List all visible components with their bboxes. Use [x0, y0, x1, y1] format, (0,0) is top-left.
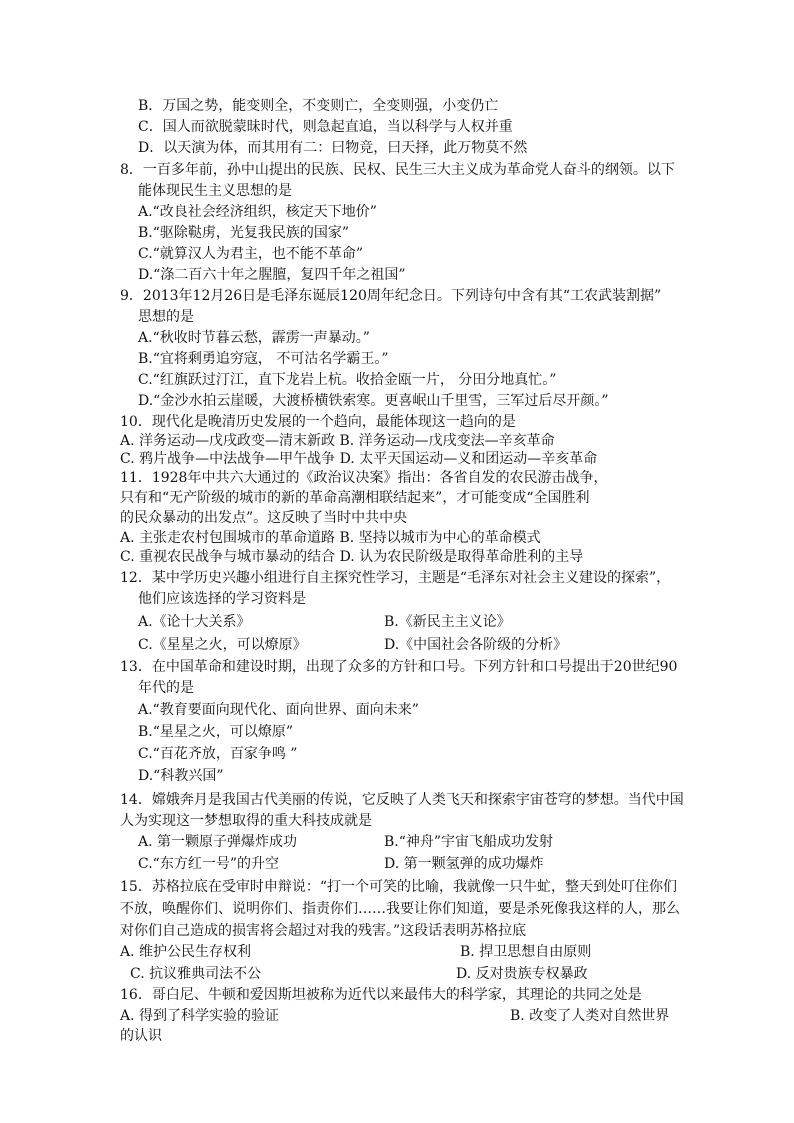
q9-option-a: A.“秋收时节暮云愁，霹雳一声暴动。” — [138, 330, 370, 346]
q11-stem-line1: 11．1928年中共六大通过的《政治议决案》指出：各省自发的农民游击战争， — [120, 470, 608, 486]
q8-option-d: D.“涤二百六十年之腥膻，复四千年之祖国” — [138, 267, 406, 283]
q9-option-c: C.“红旗跃过汀江，直下龙岩上杭。收拾金瓯一片， 分田分地真忙。” — [138, 372, 557, 388]
q16-option-a: A. 得到了科学实验的验证 — [120, 1008, 280, 1024]
q15-option-d: D. 反对贵族专权暴政 — [456, 966, 588, 982]
q12-option-d: D.《中国社会各阶级的分析》 — [384, 637, 568, 653]
q7-option-b: B．万国之势，能变则全，不变则亡，全变则强，小变仍亡 — [138, 98, 499, 114]
q11-options-cd: C. 重视农民战争与城市暴动的结合 D. 认为农民阶级是取得革命胜利的主导 — [120, 549, 584, 565]
q7-option-c: C．国人而欲脱蒙昧时代，则急起直追，当以科学与人权并重 — [138, 119, 513, 135]
q9-stem-line2: 思想的是 — [138, 309, 194, 325]
q14-option-b: B.“神舟”宇宙飞船成功发射 — [384, 834, 554, 850]
q12-stem-line1: 12．某中学历史兴趣小组进行自主探究性学习，主题是“毛泽东对社会主义建设的探索”， — [120, 570, 671, 586]
q11-stem-line3: 的民众暴动的出发点”。这反映了当时中共中央 — [120, 510, 408, 526]
q13-option-b: B.“星星之火，可以燎原” — [138, 724, 294, 740]
q12-stem-line2: 他们应该选择的学习资料是 — [138, 591, 306, 607]
q14-option-d: D. 第一颗氢弹的成功爆炸 — [384, 856, 544, 872]
q8-option-a: A.“改良社会经济组织，核定天下地价” — [138, 204, 377, 220]
q15-option-c: C. 抗议雅典司法不公 — [130, 966, 262, 982]
q8-stem-line1: 8．一百多年前，孙中山提出的民族、民权、民生三大主义成为革命党人奋斗的纲领。以下 — [120, 162, 675, 178]
q8-option-b: B.“驱除鞑虏，光复我民族的国家” — [138, 225, 350, 241]
q9-option-b: B.“宜将剩勇追穷寇， 不可沽名学霸王。” — [138, 351, 389, 367]
q15-option-a: A. 维护公民生存权利 — [120, 944, 252, 960]
q15-stem-line3: 对你们自己造成的损害将会超过对我的残害。”这段话表明苏格拉底 — [120, 923, 527, 939]
q14-option-a: A. 第一颗原子弹爆炸成功 — [138, 834, 298, 850]
q13-option-a: A.“教育要面向现代化、面向世界、面向未来” — [138, 702, 419, 718]
q14-option-c: C.“东方红一号”的升空 — [138, 856, 279, 872]
q10-options-cd: C. 鸦片战争—中法战争—甲午战争 D. 太平天国运动—义和团运动—辛亥革命 — [120, 451, 598, 467]
q9-stem-line1: 9．2013年12月26日是毛泽东诞辰120周年纪念日。下列诗句中含有其“工农武装割据” — [120, 288, 662, 304]
q13-option-d: D.“科教兴国” — [138, 768, 224, 784]
q9-option-d: D.“金沙水拍云崖暖，大渡桥横铁索寒。更喜岷山千里雪，三军过后尽开颜。” — [138, 393, 609, 409]
q14-stem-line2: 人为实现这一梦想取得的重大科技成就是 — [120, 813, 372, 829]
q11-options-ab: A. 主张走农村包围城市的革命道路 B. 坚持以城市为中心的革命模式 — [120, 530, 541, 546]
q13-stem-line2: 年代的是 — [138, 680, 194, 696]
q13-option-c: C.“百花齐放，百家争鸣 ” — [138, 746, 298, 762]
q7-option-d: D．以天演为体，而其用有二：曰物竞，曰天择，此万物莫不然 — [138, 140, 528, 156]
q15-stem-line1: 15．苏格拉底在受审时申辩说：“打一个可笑的比喻，我就像一只牛虻，整天到处叮住你们 — [120, 879, 677, 895]
q14-stem-line1: 14．嫦娥奔月是我国古代美丽的传说，它反映了人类飞天和探索宇宙苍穹的梦想。当代中国 — [120, 792, 684, 808]
q12-option-c: C.《星星之火，可以燎原》 — [138, 637, 307, 653]
q15-option-b: B. 捍卫思想自由原则 — [460, 944, 592, 960]
q16-stem: 16．哥白尼、牛顿和爱因斯坦被称为近代以来最伟大的科学家，其理论的共同之处是 — [120, 987, 642, 1003]
q10-options-ab: A. 洋务运动—戊戌政变—清末新政 B. 洋务运动—戊戌变法—辛亥革命 — [120, 433, 555, 449]
q10-stem: 10．现代化是晚清历史发展的一个趋向，最能体现这一趋向的是 — [120, 414, 516, 430]
q15-stem-line2: 不放，唤醒你们、说明你们、指责你们……我要让你们知道，要是杀死像我这样的人，那么 — [120, 901, 680, 917]
q8-stem-line2: 能体现民生主义思想的是 — [138, 183, 292, 199]
q11-stem-line2: 只有和“无产阶级的城市的新的革命高潮相联结起来”，才可能变成“全国胜利 — [120, 490, 590, 506]
q12-option-b: B.《新民主主义论》 — [384, 614, 511, 630]
q16-option-b: B. 改变了人类对自然世界 — [510, 1008, 670, 1024]
q12-option-a: A.《论十大关系》 — [138, 614, 251, 630]
q13-stem-line1: 13．在中国革命和建设时期，出现了众多的方针和口号。下列方针和口号提出于20世纪90 — [120, 659, 678, 675]
q8-option-c: C.“就算汉人为君主，也不能不革命” — [138, 246, 363, 262]
q16-option-b-continued: 的认识 — [120, 1028, 162, 1044]
